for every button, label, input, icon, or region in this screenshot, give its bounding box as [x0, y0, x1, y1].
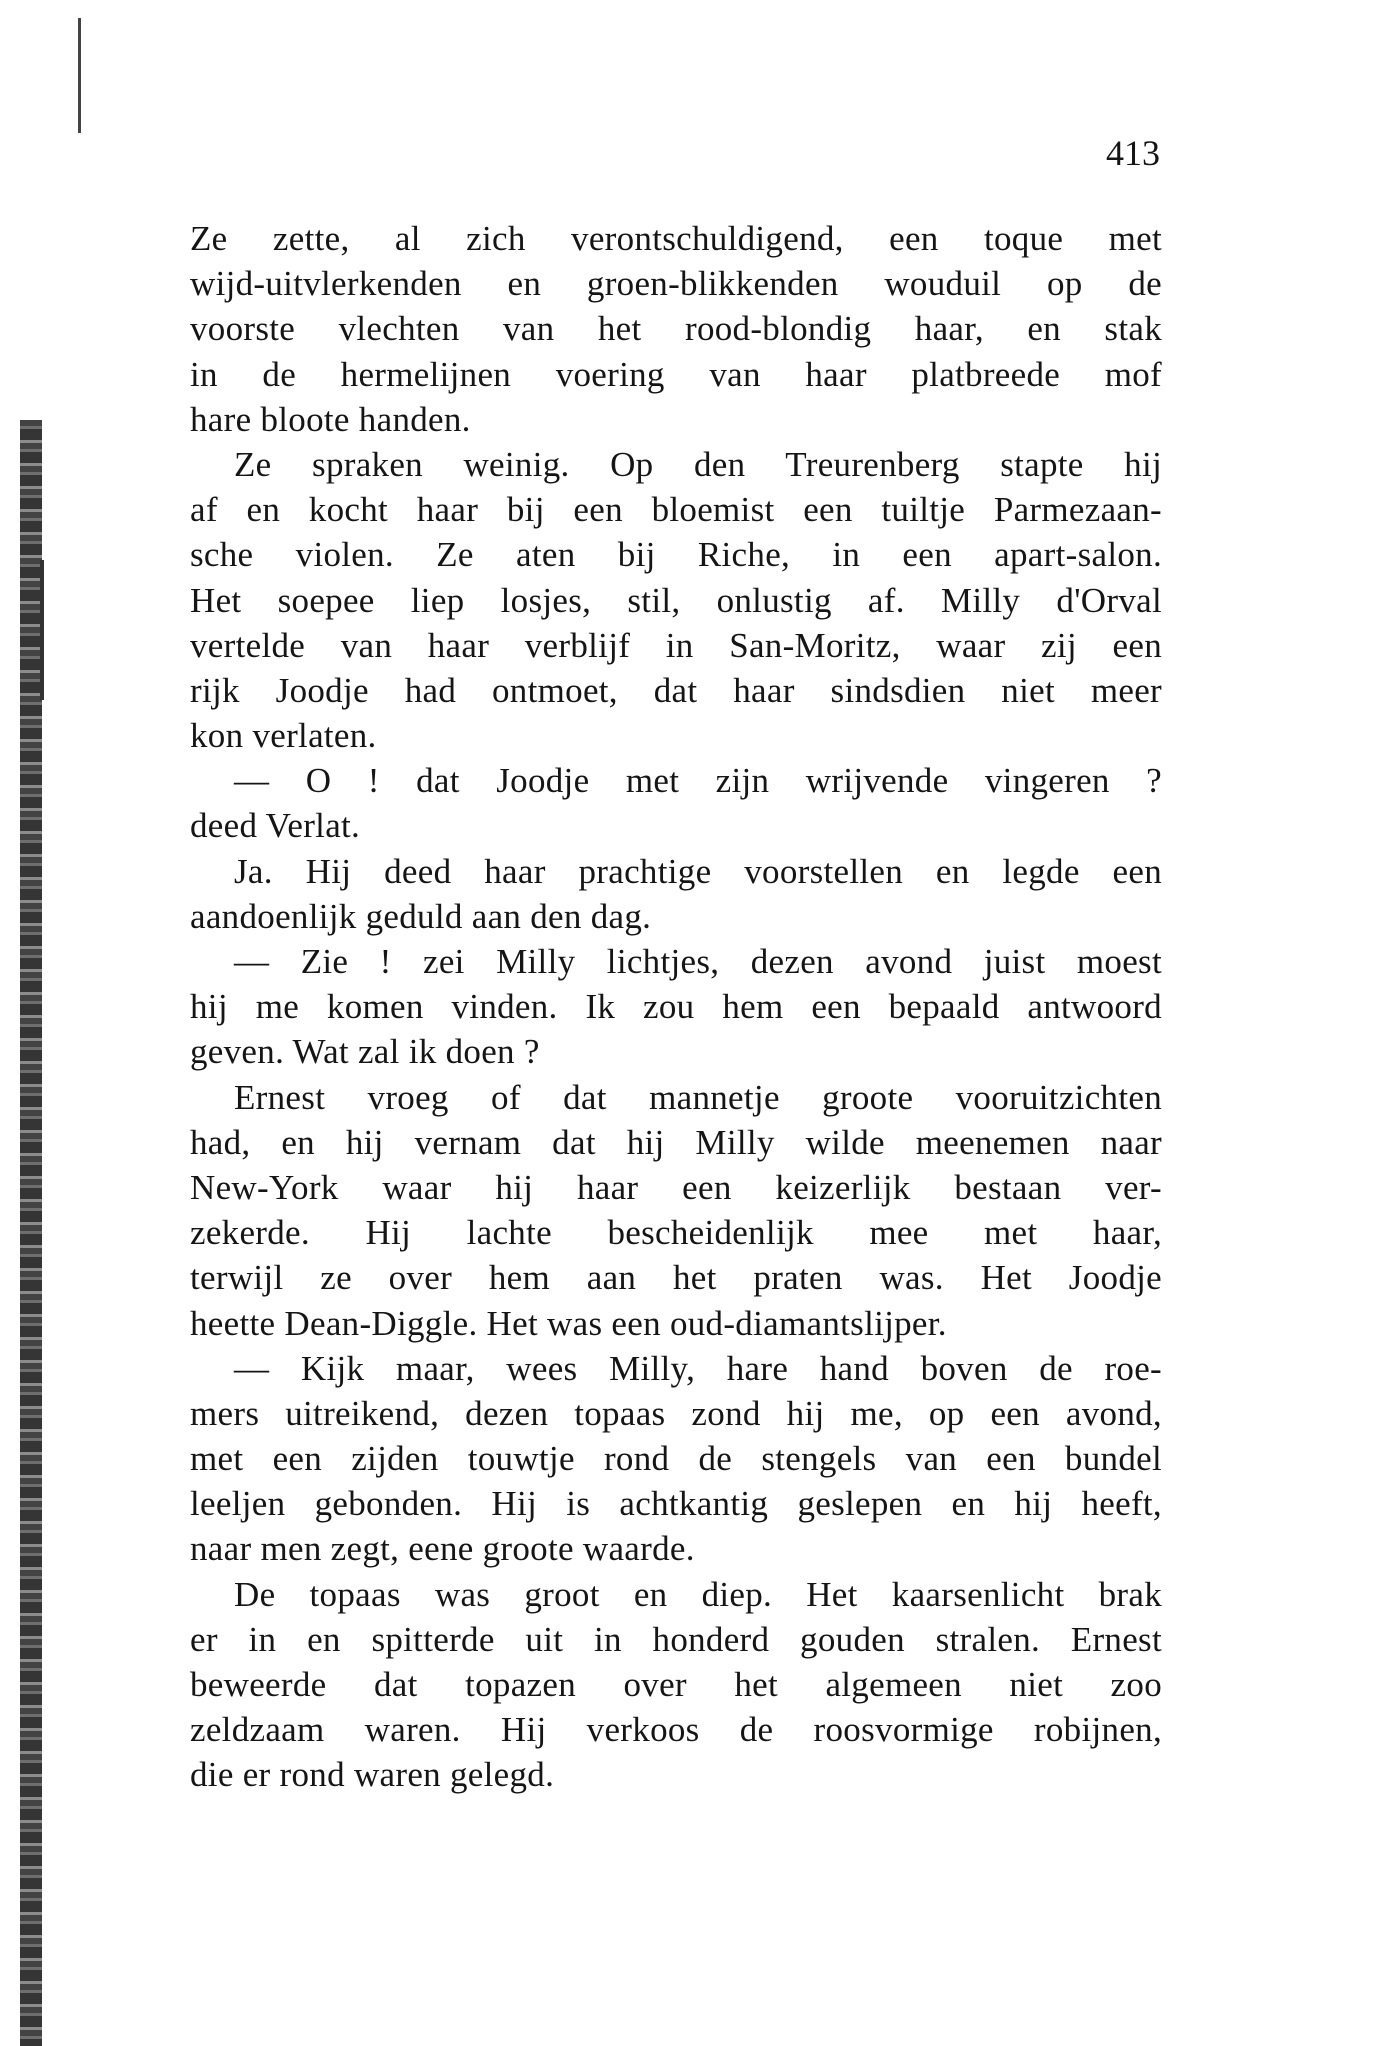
text-line: er in en spitterde uit in honderd gouden stralen. Ernest	[190, 1619, 1162, 1659]
text-line: — Zie ! zei Milly lichtjes, dezen avond juist moest	[234, 942, 1162, 981]
text-line: wijd-uitvlerkenden en groen-blikkenden wouduil op de	[190, 264, 1162, 304]
text-line: sche violen. Ze aten bij Riche, in een apart-salon.	[190, 535, 1162, 575]
body-text	[190, 216, 1162, 1798]
scan-binding-edge	[20, 420, 42, 2046]
text-line: rijk Joodje had ontmoet, dat haar sindsdien niet meer	[190, 670, 1162, 710]
text-line: Ze spraken weinig. Op den Treurenberg stapte hij	[234, 444, 1162, 484]
text-line: die er rond waren gelegd.	[190, 1755, 555, 1795]
text-line: zekerde. Hij lachte bescheidenlijk mee met haar,	[190, 1213, 1162, 1253]
text-line: had, en hij vernam dat hij Milly wilde meenemen naar	[190, 1122, 1162, 1162]
text-line: met een zijden touwtje rond de stengels van een bundel	[190, 1439, 1162, 1479]
text-line: Het soepee liep losjes, stil, onlustig af. Milly d'Orval	[190, 580, 1162, 620]
text-line: geven. Wat zal ik doen ?	[190, 1032, 540, 1072]
text-line: — Kijk maar, wees Milly, hare hand boven de roe-	[234, 1348, 1162, 1388]
text-line: deed Verlat.	[190, 806, 361, 846]
text-line: aandoenlijk geduld aan den dag.	[190, 896, 652, 936]
text-line: kon verlaten.	[190, 716, 377, 756]
text-line: in de hermelijnen voering van haar platbreede mof	[190, 354, 1162, 394]
text-line: De topaas was groot en diep. Het kaarsenlicht brak	[234, 1574, 1162, 1614]
text-line: — O ! dat Joodje met zijn wrijvende vingeren ?	[234, 761, 1162, 801]
page-number: 413	[1106, 133, 1160, 173]
text-line: heette Dean-Diggle. Het was een oud-diamantslijper.	[190, 1303, 947, 1343]
text-line: terwijl ze over hem aan het praten was. Het Joodje	[190, 1258, 1162, 1298]
scan-binding-edge-detail	[40, 560, 44, 700]
text-line: New-York waar hij haar een keizerlijk bestaan ver-	[190, 1167, 1162, 1207]
text-line: Ja. Hij deed haar prachtige voorstellen en legde een	[234, 851, 1162, 891]
scan-artifact-mark	[78, 18, 81, 133]
text-line: vertelde van haar verblijf in San-Moritz, waar zij een	[190, 625, 1162, 665]
text-line: Ernest vroeg of dat mannetje groote vooruitzichten	[234, 1077, 1162, 1117]
text-line: zeldzaam waren. Hij verkoos de roosvormige robijnen,	[190, 1710, 1162, 1750]
text-line: af en kocht haar bij een bloemist een tuiltje Parmezaan-	[190, 490, 1162, 530]
text-line: Ze zette, al zich verontschuldigend, een toque met	[190, 219, 1162, 258]
text-line: hare bloote handen.	[190, 399, 471, 439]
text-line: mers uitreikend, dezen topaas zond hij me, op een avond,	[190, 1393, 1162, 1433]
text-line: leeljen gebonden. Hij is achtkantig geslepen en hij heeft,	[190, 1484, 1162, 1524]
text-line: hij me komen vinden. Ik zou hem een bepaald antwoord	[190, 987, 1162, 1027]
text-line: voorste vlechten van het rood-blondig haar, en stak	[190, 309, 1162, 349]
text-line: beweerde dat topazen over het algemeen niet zoo	[190, 1665, 1162, 1704]
text-line: naar men zegt, eene groote waarde.	[190, 1529, 695, 1569]
